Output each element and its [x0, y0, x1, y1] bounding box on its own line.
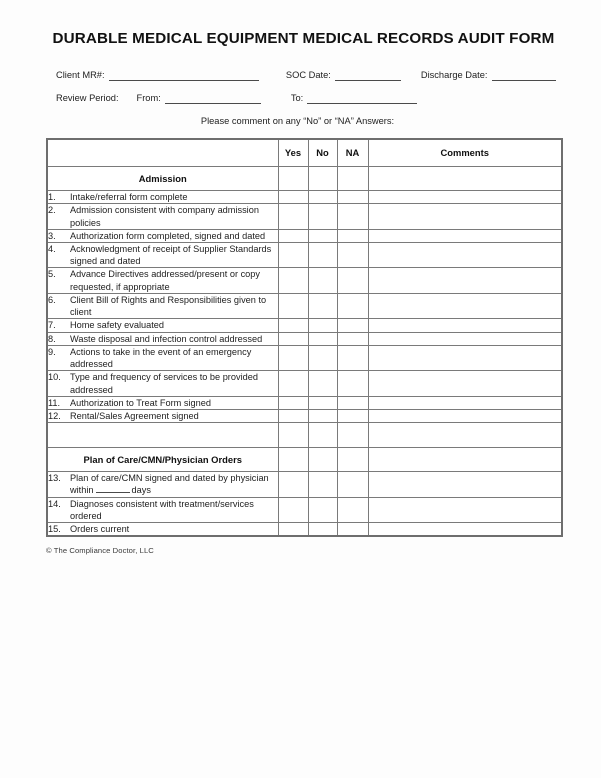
- cell-no[interactable]: [308, 191, 337, 204]
- cell-no[interactable]: [308, 229, 337, 242]
- item-text: Advance Directives addressed/present or copy requested, if appropriate: [70, 269, 260, 292]
- item-cell: [47, 332, 278, 345]
- cell-yes[interactable]: [278, 268, 308, 293]
- table-row: [47, 332, 562, 345]
- cell-na[interactable]: [337, 448, 368, 472]
- cell-comments[interactable]: [368, 396, 562, 409]
- item-text-before-blank: Plan of care/CMN signed and dated by physician within: [70, 473, 269, 496]
- item-cell: [47, 472, 278, 497]
- audit-table-wrap: [46, 138, 563, 537]
- audit-table-body: [47, 139, 562, 536]
- table-row: [47, 242, 562, 267]
- cell-na[interactable]: [337, 242, 368, 267]
- cell-comments[interactable]: [368, 448, 562, 472]
- cell-no[interactable]: [308, 497, 337, 522]
- cell-na[interactable]: [337, 523, 368, 537]
- soc-date-label: SOC Date:: [285, 69, 331, 80]
- spacer-cell: [368, 423, 562, 448]
- item-text: Authorization form completed, signed and dated: [70, 230, 266, 241]
- cell-na[interactable]: [337, 410, 368, 423]
- cell-comments[interactable]: [368, 268, 562, 293]
- cell-no[interactable]: [308, 448, 337, 472]
- item-cell: [47, 319, 278, 332]
- item-text: Client Bill of Rights and Responsibilities given to client: [70, 294, 267, 318]
- table-header-row: [47, 139, 562, 167]
- column-header-comments: Comments: [368, 139, 562, 167]
- comment-instruction: Please comment on any “No” or “NA” Answers:: [200, 116, 395, 127]
- cell-yes[interactable]: [278, 204, 308, 229]
- cell-na[interactable]: [337, 268, 368, 293]
- item-cell: [47, 293, 278, 318]
- item-cell: [47, 497, 278, 522]
- cell-comments[interactable]: [368, 410, 562, 423]
- item-cell: [47, 345, 278, 370]
- cell-yes[interactable]: [278, 523, 308, 537]
- cell-no[interactable]: [308, 371, 337, 396]
- table-row: [47, 472, 562, 497]
- table-row: [47, 319, 562, 332]
- item-text: Rental/Sales Agreement signed: [70, 411, 199, 422]
- item-number: 1.: [48, 192, 56, 203]
- item-cell: [47, 523, 278, 537]
- column-header-no: No: [308, 139, 337, 167]
- item-text: [70, 472, 278, 496]
- cell-na[interactable]: [337, 345, 368, 370]
- cell-yes[interactable]: [278, 167, 308, 191]
- review-from-input[interactable]: [165, 94, 261, 104]
- section-heading: Plan of Care/CMN/Physician Orders: [47, 448, 278, 472]
- table-row: [47, 523, 562, 537]
- item-cell: [47, 268, 278, 293]
- column-header-yes: Yes: [278, 139, 308, 167]
- cell-no[interactable]: [308, 410, 337, 423]
- cell-na[interactable]: [337, 371, 368, 396]
- cell-na[interactable]: [337, 332, 368, 345]
- cell-comments[interactable]: [368, 229, 562, 242]
- item-number: 6.: [48, 294, 56, 305]
- client-mr-input[interactable]: [109, 71, 259, 81]
- cell-no[interactable]: [308, 268, 337, 293]
- to-label: To:: [290, 92, 304, 103]
- spacer-cell: [47, 423, 278, 448]
- cell-yes[interactable]: [278, 242, 308, 267]
- item-text: Intake/referral form complete: [70, 192, 188, 203]
- cell-na[interactable]: [337, 472, 368, 497]
- table-row: [47, 191, 562, 204]
- item-cell: [47, 229, 278, 242]
- audit-table: [46, 138, 563, 537]
- table-row: [47, 345, 562, 370]
- item-number: 15.: [48, 524, 61, 535]
- cell-comments[interactable]: [368, 167, 562, 191]
- cell-comments[interactable]: [368, 242, 562, 267]
- cell-yes[interactable]: [278, 497, 308, 522]
- section-heading: Admission: [47, 167, 278, 191]
- item-text: Home safety evaluated: [70, 320, 164, 331]
- cell-comments[interactable]: [368, 191, 562, 204]
- item-cell: [47, 242, 278, 267]
- cell-no[interactable]: [308, 345, 337, 370]
- cell-comments[interactable]: [368, 332, 562, 345]
- cell-yes[interactable]: [278, 319, 308, 332]
- item-text-after-blank: days: [131, 485, 151, 496]
- cell-na[interactable]: [337, 319, 368, 332]
- cell-yes[interactable]: [278, 345, 308, 370]
- item-text: Waste disposal and infection control addressed: [70, 333, 263, 344]
- cell-comments[interactable]: [368, 497, 562, 522]
- header-fields: [0, 70, 601, 104]
- table-row: [47, 396, 562, 409]
- cell-comments[interactable]: [368, 472, 562, 497]
- cell-no[interactable]: [308, 523, 337, 537]
- review-period-label: Review Period:: [56, 92, 119, 103]
- discharge-date-label: Discharge Date:: [420, 69, 488, 80]
- cell-yes[interactable]: [278, 332, 308, 345]
- item-cell: [47, 410, 278, 423]
- spacer-cell: [278, 423, 308, 448]
- item-cell: [47, 204, 278, 229]
- cell-na[interactable]: [337, 229, 368, 242]
- cell-no[interactable]: [308, 332, 337, 345]
- cell-na[interactable]: [337, 497, 368, 522]
- discharge-date-input[interactable]: [492, 71, 556, 81]
- cell-na[interactable]: [337, 167, 368, 191]
- cell-comments[interactable]: [368, 293, 562, 318]
- section-heading-row: [47, 448, 562, 472]
- item-number: 4.: [48, 243, 56, 254]
- item-cell: [47, 371, 278, 396]
- cell-na[interactable]: [337, 191, 368, 204]
- table-row: [47, 268, 562, 293]
- cell-comments[interactable]: [368, 345, 562, 370]
- cell-na[interactable]: [337, 204, 368, 229]
- column-header-item: [47, 139, 278, 167]
- from-label: From:: [136, 92, 161, 103]
- copyright-footer: © The Compliance Doctor, LLC: [46, 546, 154, 556]
- item-number: 3.: [48, 230, 56, 241]
- item-number: 5.: [48, 269, 56, 280]
- item-number: 12.: [48, 411, 61, 422]
- table-row: [47, 293, 562, 318]
- header-row-identifiers: [56, 70, 556, 81]
- item-number: 8.: [48, 333, 56, 344]
- item-cell: [47, 191, 278, 204]
- table-row: [47, 371, 562, 396]
- header-row-review-period: [56, 93, 556, 104]
- cell-no[interactable]: [308, 167, 337, 191]
- column-header-na: NA: [337, 139, 368, 167]
- item-text: Orders current: [70, 524, 130, 535]
- table-row: [47, 229, 562, 242]
- item-text: Type and frequency of services to be provided addressed: [70, 372, 258, 395]
- inline-blank-field[interactable]: [96, 484, 130, 493]
- item-cell: [47, 396, 278, 409]
- spacer-cell: [308, 423, 337, 448]
- cell-na[interactable]: [337, 396, 368, 409]
- cell-yes[interactable]: [278, 371, 308, 396]
- item-text: Acknowledgment of receipt of Supplier Standards signed and dated: [70, 243, 272, 267]
- client-mr-label: Client MR#:: [56, 69, 105, 80]
- table-row: [47, 497, 562, 522]
- cell-yes[interactable]: [278, 472, 308, 497]
- cell-yes[interactable]: [278, 410, 308, 423]
- cell-no[interactable]: [308, 293, 337, 318]
- spacer-cell: [337, 423, 368, 448]
- cell-no[interactable]: [308, 242, 337, 267]
- cell-yes[interactable]: [278, 293, 308, 318]
- cell-yes[interactable]: [278, 396, 308, 409]
- cell-yes[interactable]: [278, 191, 308, 204]
- cell-yes[interactable]: [278, 229, 308, 242]
- cell-comments[interactable]: [368, 371, 562, 396]
- cell-comments[interactable]: [368, 319, 562, 332]
- spacer-row: [47, 423, 562, 448]
- cell-comments[interactable]: [368, 204, 562, 229]
- item-number: 13.: [48, 473, 61, 484]
- review-to-input[interactable]: [307, 94, 417, 104]
- item-number: 7.: [48, 320, 56, 331]
- item-number: 2.: [48, 205, 56, 216]
- cell-no[interactable]: [308, 204, 337, 229]
- section-heading-row: [47, 167, 562, 191]
- table-row: [47, 204, 562, 229]
- item-number: 10.: [48, 372, 61, 383]
- cell-no[interactable]: [308, 396, 337, 409]
- item-text: Diagnoses consistent with treatment/services ordered: [70, 498, 254, 521]
- item-text: Actions to take in the event of an emergency addressed: [70, 346, 252, 370]
- cell-no[interactable]: [308, 472, 337, 497]
- item-text: Authorization to Treat Form signed: [70, 397, 211, 408]
- table-row: [47, 410, 562, 423]
- item-number: 11.: [48, 397, 61, 408]
- item-text: Admission consistent with company admission policies: [70, 205, 259, 228]
- soc-date-input[interactable]: [335, 71, 401, 81]
- cell-comments[interactable]: [368, 523, 562, 537]
- item-number: 9.: [48, 346, 56, 357]
- item-number: 14.: [48, 498, 61, 509]
- page-title: DURABLE MEDICAL EQUIPMENT MEDICAL RECORDS AUDIT FORM: [52, 30, 555, 47]
- cell-yes[interactable]: [278, 448, 308, 472]
- cell-no[interactable]: [308, 319, 337, 332]
- cell-na[interactable]: [337, 293, 368, 318]
